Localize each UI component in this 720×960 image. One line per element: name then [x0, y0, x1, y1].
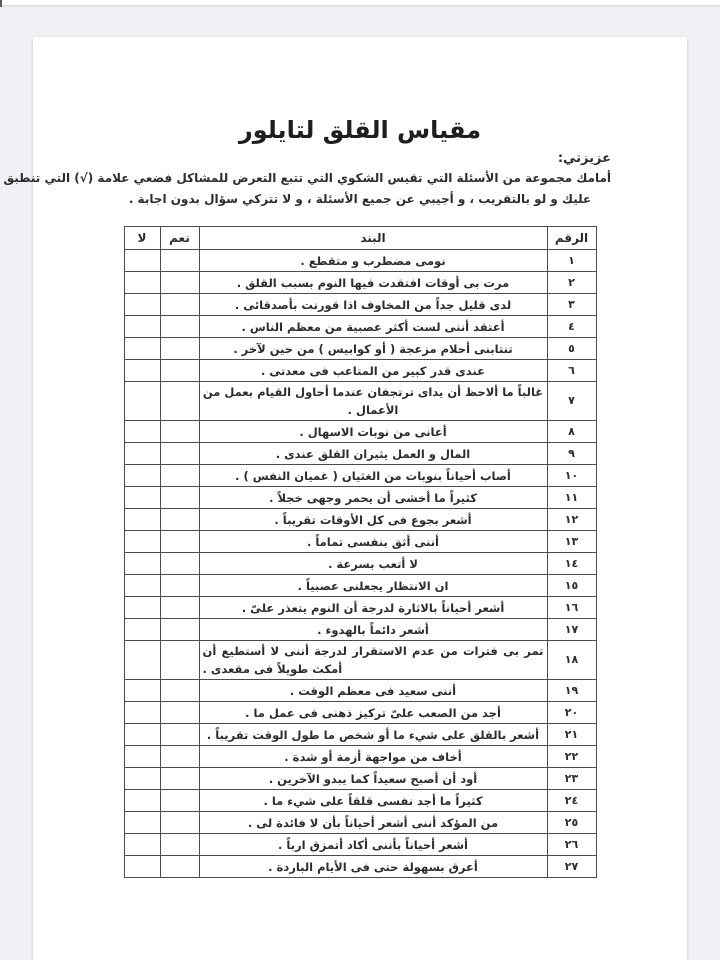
yes-answer-cell — [160, 465, 199, 487]
row-number: ٣ — [547, 294, 596, 316]
table-header-row — [124, 227, 596, 250]
table-row — [124, 338, 596, 360]
yes-answer-cell — [160, 812, 199, 834]
instructions-line-1: أمامك مجموعة من الأسئلة التي تقيس الشكوي التي تتبع التعرض للمشاكل فضعي علامة (√) التي تنطبق — [3, 171, 611, 185]
row-item-text: أخاف من مواجهة أزمة أو شدة . — [199, 746, 547, 768]
table-row — [124, 856, 596, 878]
table-row — [124, 597, 596, 619]
row-item-text: أشعر بجوع فى كل الأوقات تقريباً . — [199, 509, 547, 531]
yes-answer-cell — [160, 724, 199, 746]
no-answer-cell — [124, 812, 160, 834]
no-answer-cell — [124, 316, 160, 338]
no-answer-cell — [124, 680, 160, 702]
row-number: ٢٧ — [547, 856, 596, 878]
header-cell-item: البند — [199, 227, 547, 250]
table-row — [124, 294, 596, 316]
table-row — [124, 465, 596, 487]
table-row — [124, 360, 596, 382]
yes-answer-cell — [160, 360, 199, 382]
header-cell-number: الرقم — [547, 227, 596, 250]
row-item-text: كثيراً ما أجد نفسى قلقاً على شيء ما . — [199, 790, 547, 812]
row-item-text: أعانى من نوبات الاسهال . — [199, 421, 547, 443]
no-answer-cell — [124, 790, 160, 812]
yes-answer-cell — [160, 790, 199, 812]
yes-answer-cell — [160, 597, 199, 619]
table-row — [124, 575, 596, 597]
row-item-text: أصاب أحياناً بنوبات من الغثيان ( غميان النفس ) . — [199, 465, 547, 487]
yes-answer-cell — [160, 382, 199, 421]
no-answer-cell — [124, 360, 160, 382]
row-number: ١ — [547, 250, 596, 272]
table-row — [124, 443, 596, 465]
table-row — [124, 724, 596, 746]
row-number: ١٤ — [547, 553, 596, 575]
row-number: ٨ — [547, 421, 596, 443]
header-cell-no: لا — [124, 227, 160, 250]
yes-answer-cell — [160, 250, 199, 272]
table-row — [124, 680, 596, 702]
yes-answer-cell — [160, 553, 199, 575]
no-answer-cell — [124, 856, 160, 878]
yes-answer-cell — [160, 680, 199, 702]
table-row — [124, 382, 596, 421]
yes-answer-cell — [160, 294, 199, 316]
no-answer-cell — [124, 834, 160, 856]
row-number: ١٦ — [547, 597, 596, 619]
table-row — [124, 553, 596, 575]
row-number: ١٨ — [547, 641, 596, 680]
row-number: ٢٣ — [547, 768, 596, 790]
row-item-text: أشعر دائماً بالهدوء . — [199, 619, 547, 641]
table-row — [124, 509, 596, 531]
row-item-text: من المؤكد أننى أشعر أحياناً بأن لا فائدة لى . — [199, 812, 547, 834]
row-item-text: أشعر أحياناً بالاثارة لدرجة أن النوم يتعذر علىّ . — [199, 597, 547, 619]
row-item-text: مرت بى أوقات افتقدت فيها النوم بسبب القلق . — [199, 272, 547, 294]
row-number: ٧ — [547, 382, 596, 421]
scan-edge-artifact — [0, 0, 2, 7]
table-row — [124, 316, 596, 338]
row-item-text: أعتقد أننى لست أكثر عصبية من معظم الناس . — [199, 316, 547, 338]
row-item-text: نومى مضطرب و متقطع . — [199, 250, 547, 272]
no-answer-cell — [124, 250, 160, 272]
no-answer-cell — [124, 272, 160, 294]
row-item-text: تنتابنى أحلام مزعجة ( أو كوابيس ) من حين لآخر . — [199, 338, 547, 360]
no-answer-cell — [124, 443, 160, 465]
no-answer-cell — [124, 465, 160, 487]
row-number: ٢٥ — [547, 812, 596, 834]
table-row — [124, 421, 596, 443]
row-number: ٢١ — [547, 724, 596, 746]
row-number: ٢٤ — [547, 790, 596, 812]
no-answer-cell — [124, 382, 160, 421]
header-cell-yes: نعم — [160, 227, 199, 250]
yes-answer-cell — [160, 421, 199, 443]
viewer-top-bar — [0, 0, 720, 6]
yes-answer-cell — [160, 746, 199, 768]
table-row — [124, 768, 596, 790]
row-item-text: لا أتعب بسرعة . — [199, 553, 547, 575]
table-row — [124, 487, 596, 509]
row-item-text: غالباً ما ألاحظ أن يداى ترتجفان عندما أحاول القيام بعمل من الأعمال . — [199, 382, 547, 421]
yes-answer-cell — [160, 575, 199, 597]
no-answer-cell — [124, 509, 160, 531]
row-item-text: المال و العمل يثيران القلق عندى . — [199, 443, 547, 465]
table-row — [124, 641, 596, 680]
no-answer-cell — [124, 553, 160, 575]
row-item-text: أشعر أحياناً بأننى أكاد أتمزق ارباً . — [199, 834, 547, 856]
table-row — [124, 250, 596, 272]
no-answer-cell — [124, 531, 160, 553]
no-answer-cell — [124, 724, 160, 746]
no-answer-cell — [124, 768, 160, 790]
row-number: ٦ — [547, 360, 596, 382]
table-row — [124, 746, 596, 768]
no-answer-cell — [124, 641, 160, 680]
instructions — [3, 168, 611, 210]
questionnaire-table — [124, 226, 597, 878]
table-row — [124, 702, 596, 724]
yes-answer-cell — [160, 856, 199, 878]
row-number: ٢ — [547, 272, 596, 294]
table-row — [124, 531, 596, 553]
no-answer-cell — [124, 619, 160, 641]
row-number: ٢٦ — [547, 834, 596, 856]
no-answer-cell — [124, 487, 160, 509]
instructions-line-2: عليك و لو بالتقريب ، و أجيبي عن جميع الأسئلة ، و لا تتركي سؤال بدون اجابة . — [128, 192, 592, 206]
no-answer-cell — [124, 421, 160, 443]
row-number: ٩ — [547, 443, 596, 465]
row-number: ٢٢ — [547, 746, 596, 768]
no-answer-cell — [124, 338, 160, 360]
row-item-text: تمر بى فترات من عدم الاستقرار لدرجة أننى لا أستطيع أن أمكث طويلاً فى مقعدى . — [199, 641, 547, 680]
table-row — [124, 812, 596, 834]
row-item-text: أننى أثق بنفسى تماماً . — [199, 531, 547, 553]
salutation: عزيزتي: — [557, 151, 611, 166]
row-number: ١٥ — [547, 575, 596, 597]
row-item-text: أعرق بسهولة حتى فى الأيام الباردة . — [199, 856, 547, 878]
row-item-text: أشعر بالقلق على شيء ما أو شخص ما طول الوقت تقريباً . — [199, 724, 547, 746]
yes-answer-cell — [160, 702, 199, 724]
row-number: ١١ — [547, 487, 596, 509]
yes-answer-cell — [160, 531, 199, 553]
row-item-text: عندى قدر كبير من المتاعب فى معدتى . — [199, 360, 547, 382]
no-answer-cell — [124, 702, 160, 724]
table-row — [124, 834, 596, 856]
row-number: ١٧ — [547, 619, 596, 641]
no-answer-cell — [124, 746, 160, 768]
yes-answer-cell — [160, 619, 199, 641]
row-item-text: ان الانتظار يجعلنى عصبياً . — [199, 575, 547, 597]
row-item-text: لدى قليل جداً من المخاوف اذا قورنت بأصدقائى . — [199, 294, 547, 316]
yes-answer-cell — [160, 641, 199, 680]
row-number: ٤ — [547, 316, 596, 338]
yes-answer-cell — [160, 834, 199, 856]
no-answer-cell — [124, 575, 160, 597]
no-answer-cell — [124, 294, 160, 316]
yes-answer-cell — [160, 316, 199, 338]
row-item-text: أود أن أصبح سعيداً كما يبدو الآخرين . — [199, 768, 547, 790]
row-item-text: أجد من الصعب علىّ تركيز ذهنى فى عمل ما . — [199, 702, 547, 724]
yes-answer-cell — [160, 768, 199, 790]
table-row — [124, 272, 596, 294]
row-number: ٥ — [547, 338, 596, 360]
row-item-text: أننى سعيد فى معظم الوقت . — [199, 680, 547, 702]
document-page — [3, 37, 687, 960]
yes-answer-cell — [160, 509, 199, 531]
no-answer-cell — [124, 597, 160, 619]
row-number: ١٣ — [547, 531, 596, 553]
table-row — [124, 619, 596, 641]
yes-answer-cell — [160, 338, 199, 360]
table-row — [124, 790, 596, 812]
row-number: ١٩ — [547, 680, 596, 702]
row-item-text: كثيراً ما أخشى أن يحمر وجهى خجلاً . — [199, 487, 547, 509]
page-title: مقياس القلق لتايلور — [238, 116, 482, 144]
yes-answer-cell — [160, 443, 199, 465]
yes-answer-cell — [160, 487, 199, 509]
row-number: ١٢ — [547, 509, 596, 531]
row-number: ٢٠ — [547, 702, 596, 724]
table-body — [124, 250, 596, 878]
yes-answer-cell — [160, 272, 199, 294]
row-number: ١٠ — [547, 465, 596, 487]
